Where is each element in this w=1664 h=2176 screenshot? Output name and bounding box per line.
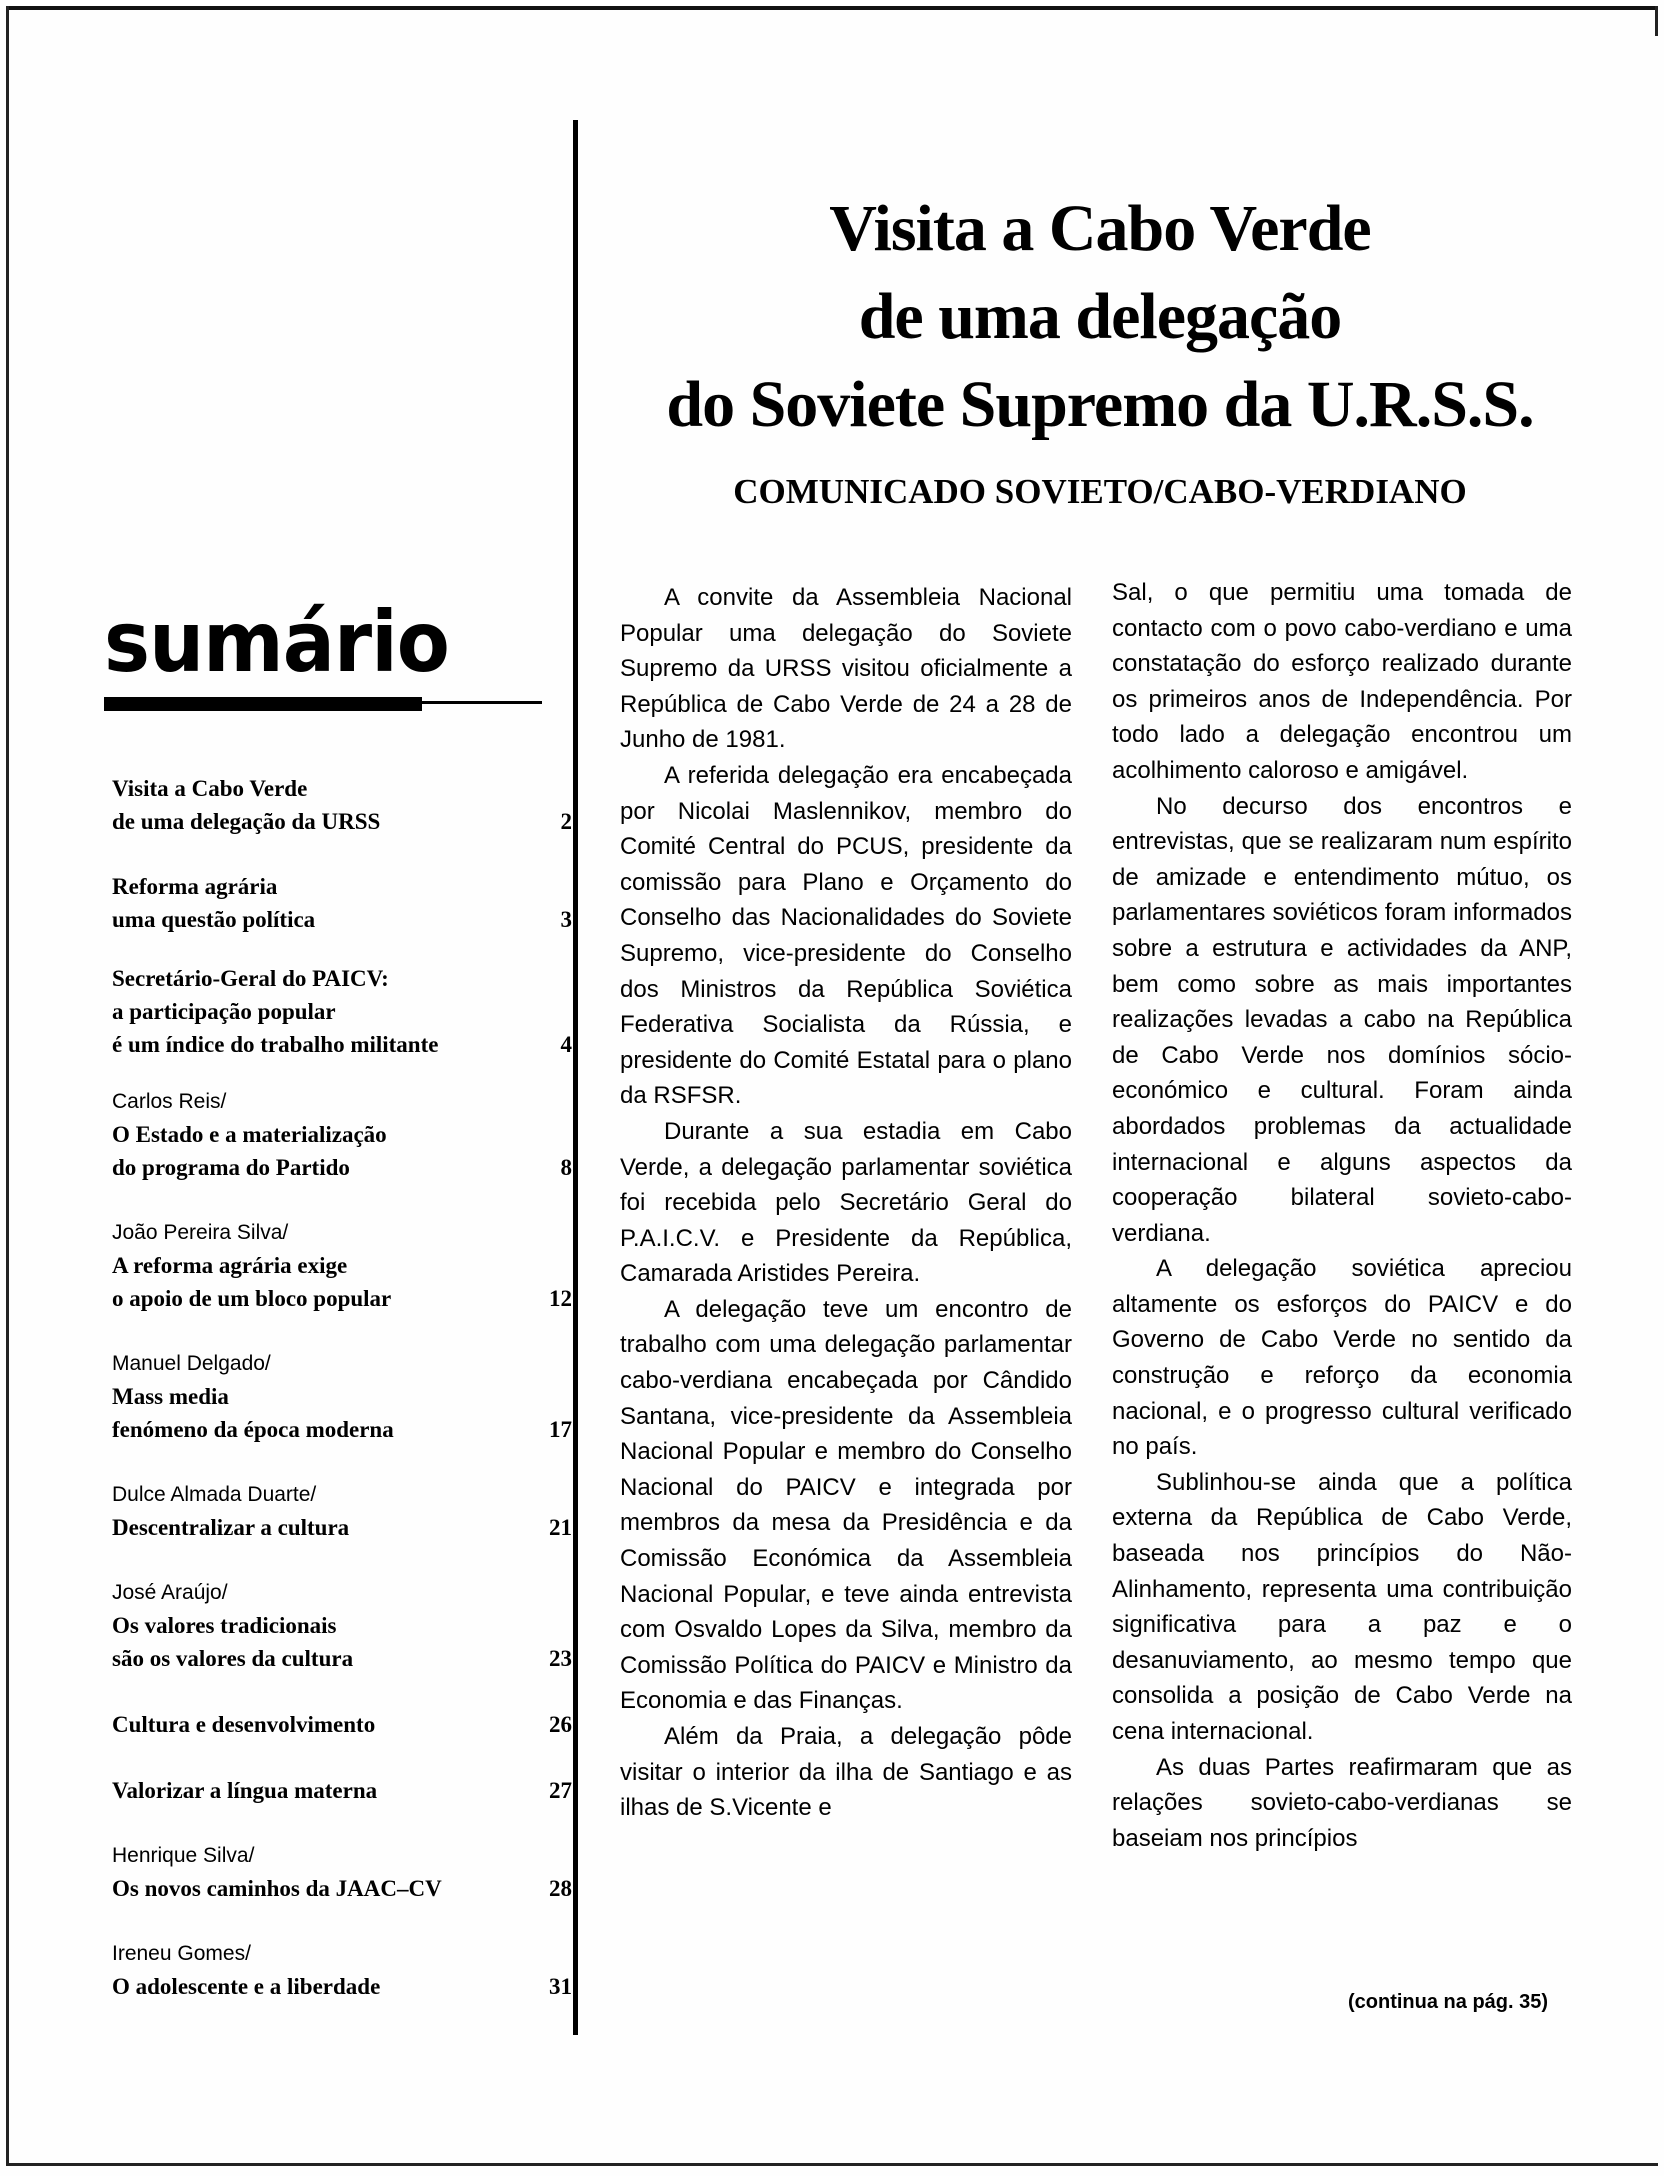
toc-title-line: Mass media — [112, 1384, 229, 1409]
headline-line: de uma delegação — [858, 280, 1342, 353]
column-divider — [573, 120, 578, 2035]
toc-title-line: Os valores tradicionais — [112, 1613, 337, 1638]
toc-title-line: o apoio de um bloco popular — [112, 1286, 392, 1311]
toc-heading-rule — [104, 697, 542, 711]
toc-author: Carlos Reis/ — [112, 1090, 227, 1113]
toc-author: Dulce Almada Duarte/ — [112, 1483, 317, 1506]
toc-title-line: fenómeno da época moderna — [112, 1417, 394, 1442]
toc-entry[interactable] — [112, 772, 572, 838]
article-column-2 — [1112, 575, 1572, 1856]
article-column-1 — [620, 580, 1072, 1826]
toc-page-number: 26 — [549, 1712, 572, 1737]
toc-title-line: Secretário-Geral do PAICV: — [112, 966, 389, 991]
toc-heading-rule-thick — [104, 697, 422, 711]
paragraph: A delegação soviética apreciou altamente os esforços do PAICV e do Governo de Cabo Verde no sentido da construção e reforço da economia nacional, e o progresso cultural verificado no país. — [1112, 1255, 1572, 1461]
toc-entry[interactable] — [112, 1708, 572, 1741]
headline-line: do Soviete Supremo da U.R.S.S. — [666, 368, 1534, 441]
table-of-contents — [112, 772, 572, 2003]
paragraph: Sal, o que permitiu uma tomada de contacto com o povo cabo-verdiano e uma constatação do esforço realizado durante os primeiros anos de Independência. Por todo lado a delegação encontrou um acolhimento caloroso e amigável. — [1112, 579, 1572, 784]
toc-entry[interactable] — [112, 870, 572, 936]
toc-entry[interactable] — [112, 1085, 572, 1184]
toc-title-line: Reforma agrária — [112, 874, 278, 899]
toc-page-number: 4 — [560, 1032, 572, 1057]
toc-page-number: 28 — [549, 1876, 572, 1901]
paragraph: Durante a sua estadia em Cabo Verde, a delegação parlamentar soviética foi recebida pelo Secretário Geral do P.A.I.C.V. e Presidente da República, Camarada Aristides Pereira. — [620, 1117, 1072, 1288]
toc-entry[interactable] — [112, 1576, 572, 1675]
toc-title-line: Valorizar a língua materna — [112, 1778, 378, 1803]
toc-page-number: 12 — [549, 1286, 572, 1311]
toc-heading: sumário — [104, 593, 449, 691]
toc-heading-rule-thin — [422, 701, 542, 704]
article-subheading: COMUNICADO SOVIETO/CABO-VERDIANO — [733, 472, 1467, 511]
toc-title-line: a participação popular — [112, 999, 336, 1024]
toc-page-number: 2 — [560, 809, 572, 834]
toc-title-line: Visita a Cabo Verde — [112, 776, 308, 801]
toc-page-number: 21 — [549, 1515, 572, 1540]
page-border-right — [1655, 6, 1658, 36]
article-headline — [600, 185, 1600, 449]
toc-page-number: 31 — [549, 1974, 572, 1999]
paragraph: A delegação teve um encontro de trabalho com uma delegação parlamentar cabo-verdiana encabeçada por Cândido Santana, vice-presidente da Assembleia Nacional Popular e membro do Conselho Nacional do PAICV e integrada por membros da mesa da Presidência e da Comissão Económica da Assembleia Nacional Popular, e teve ainda entrevista com Osvaldo Lopes da Silva, membro da Comissão Política do PAICV e Ministro da Economia e das Finanças. — [620, 1295, 1072, 1715]
toc-title-line: O adolescente e a liberdade — [112, 1974, 381, 1999]
toc-entry[interactable] — [112, 1347, 572, 1446]
paragraph: A convite da Assembleia Nacional Popular uma delegação do Soviete Supremo da URSS visitou oficialmente a República de Cabo Verde de 24 a 28 de Junho de 1981. — [620, 584, 1072, 754]
toc-title-line: do programa do Partido — [112, 1155, 350, 1180]
toc-author: Manuel Delgado/ — [112, 1352, 271, 1375]
toc-author: Ireneu Gomes/ — [112, 1942, 251, 1965]
continued-note[interactable]: (continua na pág. 35) — [1348, 1991, 1549, 2013]
toc-title-line: Cultura e desenvolvimento — [112, 1712, 376, 1737]
toc-page-number: 8 — [560, 1155, 572, 1180]
toc-entry[interactable] — [112, 1937, 572, 2003]
toc-page-number: 17 — [549, 1417, 572, 1442]
toc-title-line: são os valores da cultura — [112, 1646, 354, 1671]
toc-page-number: 23 — [549, 1646, 572, 1671]
toc-title-line: Os novos caminhos da JAAC–CV — [112, 1876, 442, 1901]
paragraph: As duas Partes reafirmaram que as relações sovieto-cabo-verdianas se baseiam nos princípios — [1112, 1753, 1572, 1852]
toc-page-number: 3 — [560, 907, 572, 932]
headline-line: Visita a Cabo Verde — [829, 192, 1371, 265]
toc-title-line: Descentralizar a cultura — [112, 1515, 350, 1540]
paragraph: No decurso dos encontros e entrevistas, que se realizaram num espírito de amizade e entendimento mútuo, os parlamentares soviéticos foram informados sobre a estrutura e actividades da ANP, bem como sobre as mais importantes realizações levadas a cabo na República de Cabo Verde nos domínios sócio-económico e cultural. Foram ainda abordados problemas da actualidade internacional e alguns aspectos da cooperação bilateral sovieto-cabo-verdiana. — [1112, 792, 1572, 1247]
toc-entry[interactable] — [112, 1216, 572, 1315]
toc-page-number: 27 — [549, 1778, 572, 1803]
page-border-bottom — [6, 2163, 1658, 2166]
toc-entry[interactable] — [112, 1478, 572, 1544]
toc-entry[interactable] — [112, 1774, 572, 1807]
toc-author: Henrique Silva/ — [112, 1844, 255, 1867]
toc-title-line: uma questão política — [112, 907, 316, 932]
paragraph: A referida delegação era encabeçada por Nicolai Maslennikov, membro do Comité Central do PCUS, presidente da comissão para Plano e Orçamento do Conselho das Nacionalidades do Soviete Supremo, vice-presidente do Conselho dos Ministros da República Soviética Federativa Socialista da Rússia, e presidente do Comité Estatal para o plano da RSFSR. — [620, 761, 1072, 1110]
toc-title-line: O Estado e a materialização — [112, 1122, 387, 1147]
paragraph: Sublinhou-se ainda que a política externa da República de Cabo Verde, baseada nos princípios do Não-Alinhamento, representa uma contribuição significativa para a paz e o desanuviamento, ao mesmo tempo que consolida a posição de Cabo Verde na cena internacional. — [1112, 1468, 1572, 1745]
toc-title-line: é um índice do trabalho militante — [112, 1032, 439, 1057]
toc-entry[interactable] — [112, 962, 572, 1061]
page-border-top — [6, 6, 1658, 10]
toc-author: João Pereira Silva/ — [112, 1221, 289, 1244]
page-border-left — [6, 6, 9, 2166]
toc-author: José Araújo/ — [112, 1581, 228, 1604]
paragraph: Além da Praia, a delegação pôde visitar o interior da ilha de Santiago e as ilhas de S.Vicente e — [620, 1723, 1072, 1822]
toc-title-line: A reforma agrária exige — [112, 1253, 348, 1278]
toc-entry[interactable] — [112, 1839, 572, 1905]
toc-title-line: de uma delegação da URSS — [112, 809, 381, 834]
